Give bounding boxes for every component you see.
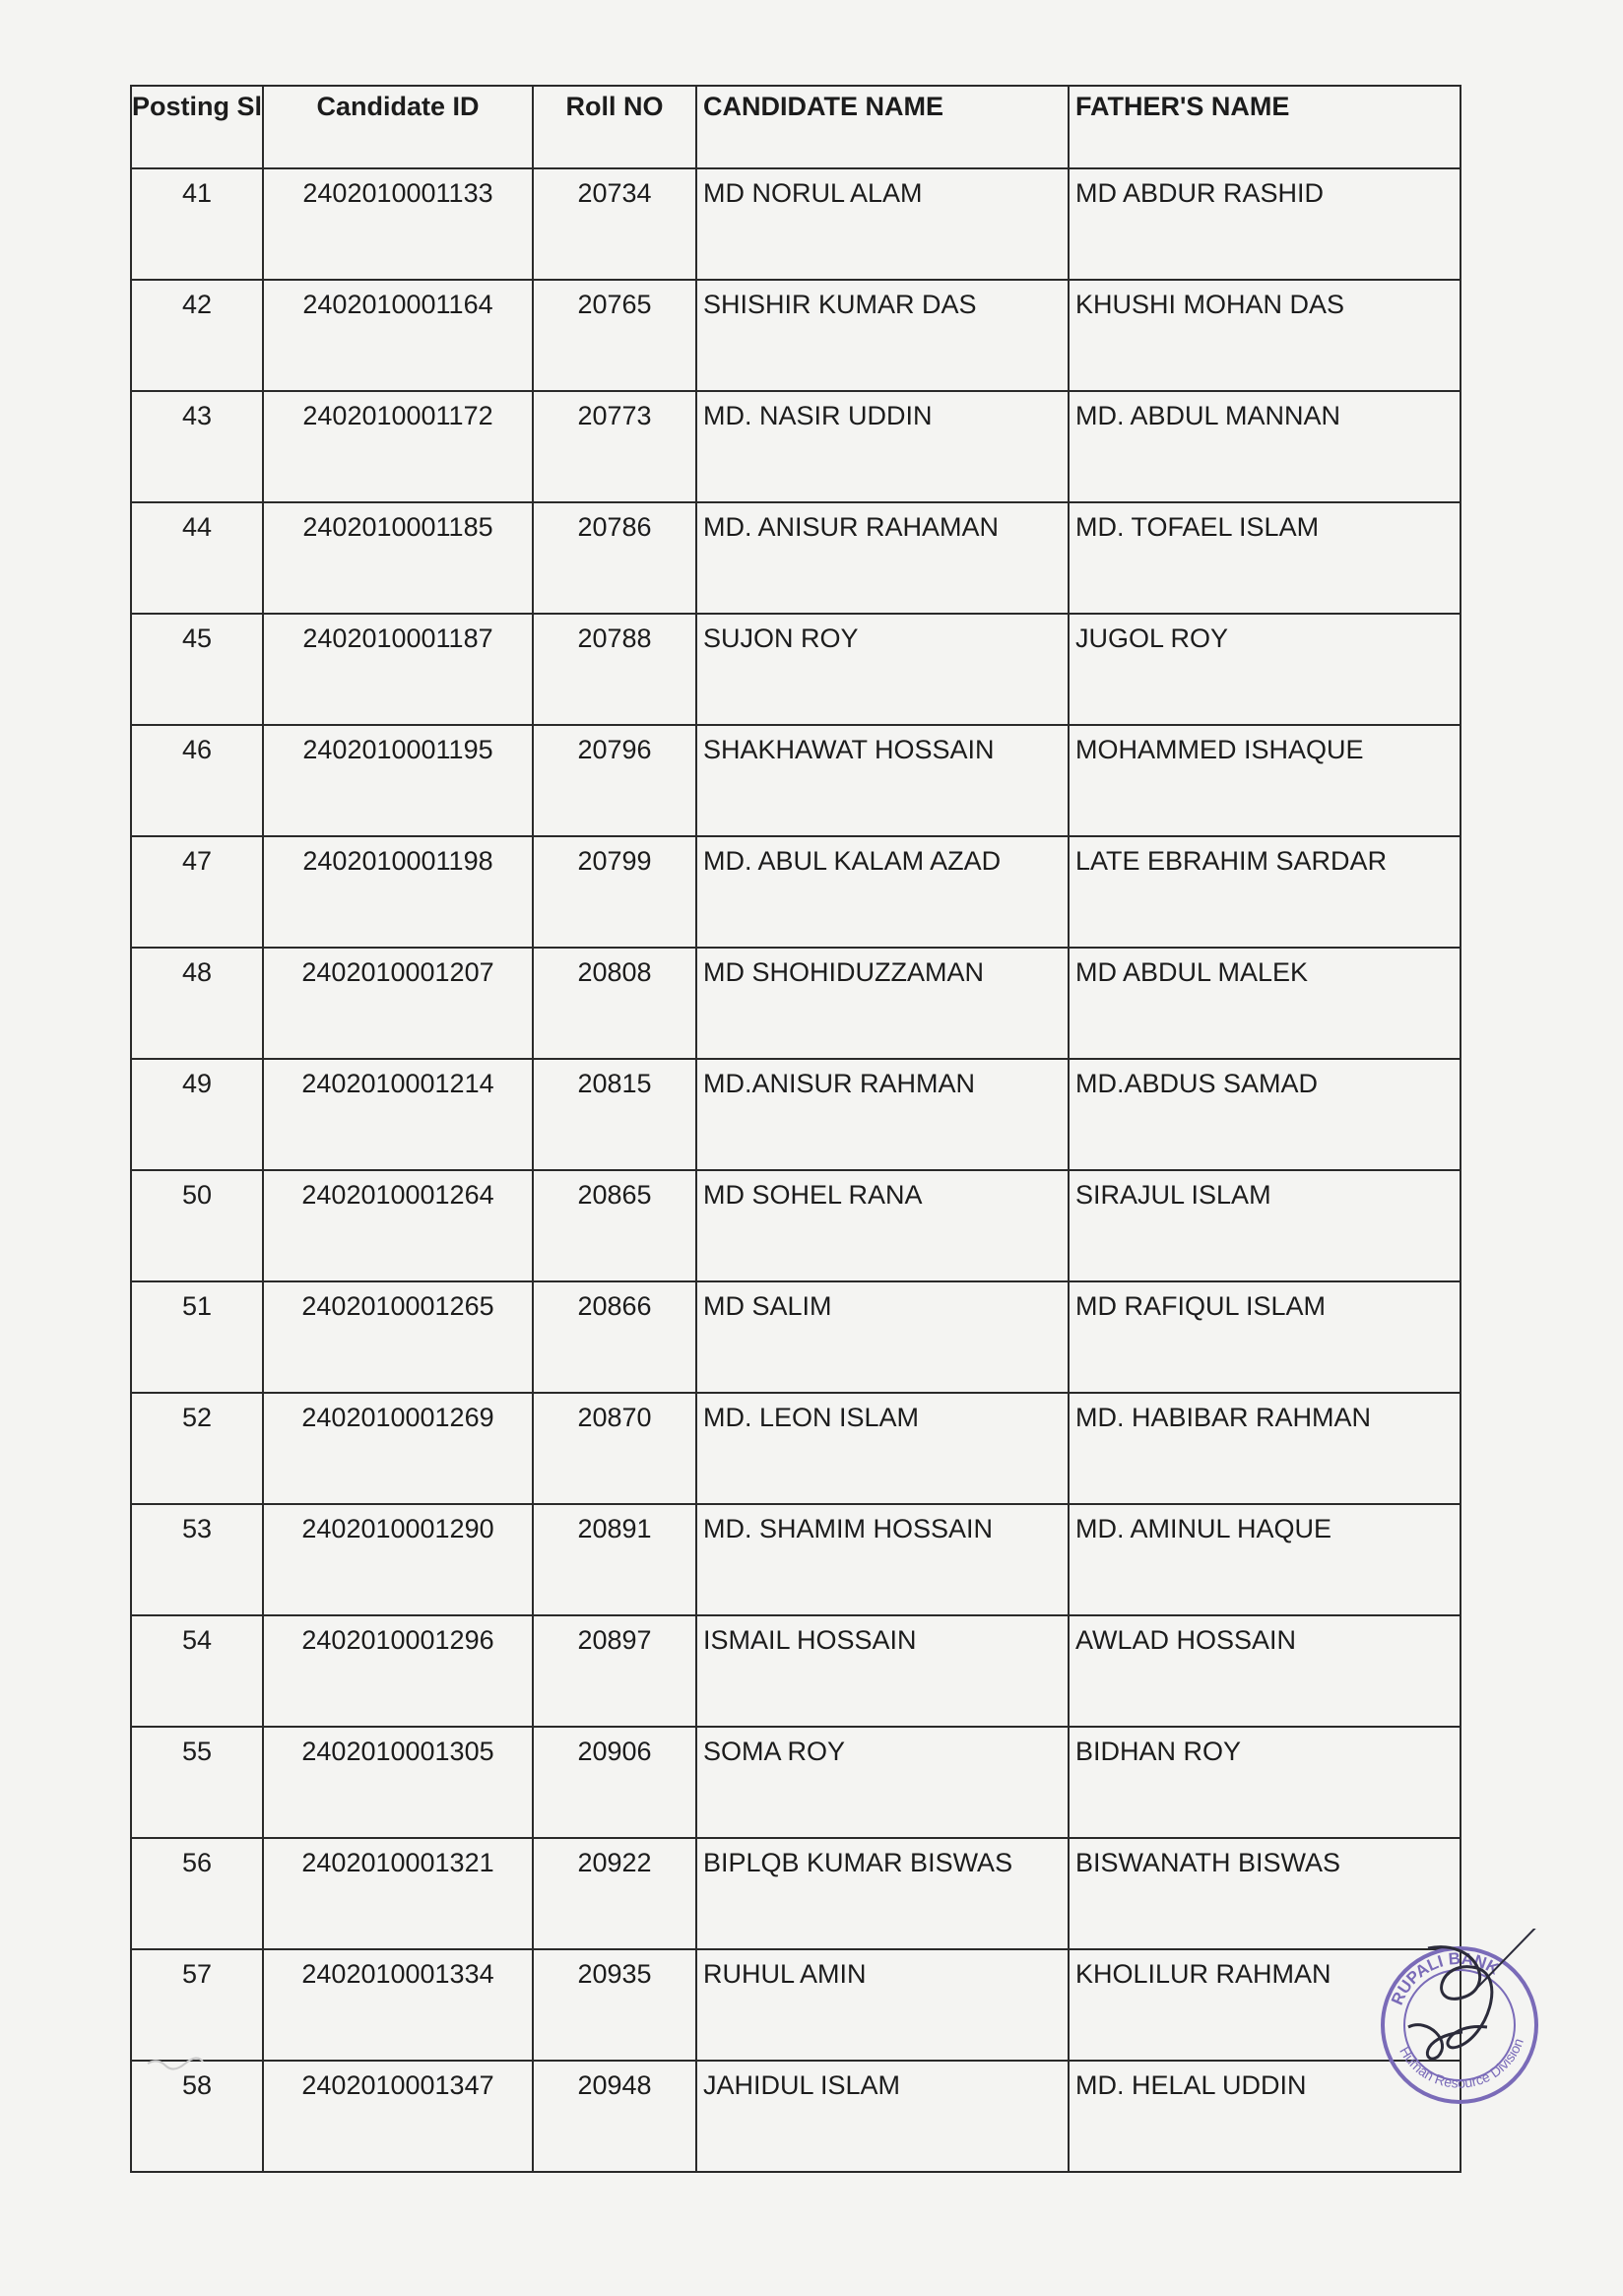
cell-posting-sl: 42 xyxy=(131,280,263,391)
cell-roll-no: 20870 xyxy=(533,1393,696,1504)
cell-roll-no: 20891 xyxy=(533,1504,696,1615)
cell-posting-sl: 55 xyxy=(131,1727,263,1838)
cell-posting-sl: 45 xyxy=(131,614,263,725)
table-row xyxy=(131,1059,1461,1170)
cell-posting-sl: 50 xyxy=(131,1170,263,1281)
cell-candidate-id: 2402010001269 xyxy=(263,1393,533,1504)
cell-roll-no: 20897 xyxy=(533,1615,696,1727)
cell-posting-sl: 58 xyxy=(131,2061,263,2172)
scan-smudge xyxy=(146,2054,205,2073)
seal-stamp xyxy=(1369,1929,1546,2106)
cell-posting-sl: 47 xyxy=(131,836,263,948)
cell-posting-sl: 57 xyxy=(131,1949,263,2061)
cell-roll-no: 20765 xyxy=(533,280,696,391)
cell-candidate-id: 2402010001305 xyxy=(263,1727,533,1838)
cell-roll-no: 20906 xyxy=(533,1727,696,1838)
cell-candidate-name: MD. LEON ISLAM xyxy=(696,1393,1069,1504)
cell-fathers-name: MD.ABDUS SAMAD xyxy=(1069,1059,1461,1170)
cell-posting-sl: 53 xyxy=(131,1504,263,1615)
table-row xyxy=(131,1170,1461,1281)
cell-candidate-id: 2402010001321 xyxy=(263,1838,533,1949)
table-row xyxy=(131,725,1461,836)
cell-fathers-name: MD. TOFAEL ISLAM xyxy=(1069,502,1461,614)
table-row xyxy=(131,1838,1461,1949)
cell-fathers-name: MD. HELAL UDDIN xyxy=(1069,2061,1461,2172)
header-candidate-name: CANDIDATE NAME xyxy=(696,86,1069,168)
table-row xyxy=(131,168,1461,280)
cell-candidate-id: 2402010001172 xyxy=(263,391,533,502)
cell-candidate-id: 2402010001207 xyxy=(263,948,533,1059)
cell-candidate-name: BIPLQB KUMAR BISWAS xyxy=(696,1838,1069,1949)
table-header-row xyxy=(131,86,1461,168)
table-row xyxy=(131,614,1461,725)
table-row xyxy=(131,391,1461,502)
cell-candidate-id: 2402010001164 xyxy=(263,280,533,391)
cell-fathers-name: KHOLILUR RAHMAN xyxy=(1069,1949,1461,2061)
table-row xyxy=(131,1281,1461,1393)
cell-candidate-name: MD NORUL ALAM xyxy=(696,168,1069,280)
cell-roll-no: 20773 xyxy=(533,391,696,502)
cell-candidate-name: SUJON ROY xyxy=(696,614,1069,725)
cell-posting-sl: 56 xyxy=(131,1838,263,1949)
table-row xyxy=(131,502,1461,614)
cell-posting-sl: 43 xyxy=(131,391,263,502)
cell-candidate-name: SOMA ROY xyxy=(696,1727,1069,1838)
cell-candidate-name: MD. SHAMIM HOSSAIN xyxy=(696,1504,1069,1615)
cell-candidate-id: 2402010001296 xyxy=(263,1615,533,1727)
header-fathers-name: FATHER'S NAME xyxy=(1069,86,1461,168)
cell-candidate-id: 2402010001290 xyxy=(263,1504,533,1615)
table-row xyxy=(131,1393,1461,1504)
cell-fathers-name: BIDHAN ROY xyxy=(1069,1727,1461,1838)
cell-posting-sl: 49 xyxy=(131,1059,263,1170)
cell-candidate-id: 2402010001187 xyxy=(263,614,533,725)
cell-fathers-name: MOHAMMED ISHAQUE xyxy=(1069,725,1461,836)
cell-fathers-name: MD ABDUL MALEK xyxy=(1069,948,1461,1059)
cell-candidate-id: 2402010001198 xyxy=(263,836,533,948)
cell-candidate-id: 2402010001264 xyxy=(263,1170,533,1281)
cell-posting-sl: 44 xyxy=(131,502,263,614)
cell-roll-no: 20788 xyxy=(533,614,696,725)
cell-roll-no: 20734 xyxy=(533,168,696,280)
cell-posting-sl: 48 xyxy=(131,948,263,1059)
table-row xyxy=(131,948,1461,1059)
cell-roll-no: 20866 xyxy=(533,1281,696,1393)
cell-candidate-id: 2402010001347 xyxy=(263,2061,533,2172)
cell-candidate-name: SHAKHAWAT HOSSAIN xyxy=(696,725,1069,836)
table-row xyxy=(131,1615,1461,1727)
cell-fathers-name: MD RAFIQUL ISLAM xyxy=(1069,1281,1461,1393)
cell-roll-no: 20786 xyxy=(533,502,696,614)
cell-roll-no: 20808 xyxy=(533,948,696,1059)
cell-fathers-name: BISWANATH BISWAS xyxy=(1069,1838,1461,1949)
cell-candidate-name: MD. NASIR UDDIN xyxy=(696,391,1069,502)
table-row xyxy=(131,836,1461,948)
cell-fathers-name: MD. HABIBAR RAHMAN xyxy=(1069,1393,1461,1504)
cell-roll-no: 20799 xyxy=(533,836,696,948)
header-posting-sl: Posting Sl xyxy=(131,86,263,168)
cell-candidate-name: MD SHOHIDUZZAMAN xyxy=(696,948,1069,1059)
cell-fathers-name: AWLAD HOSSAIN xyxy=(1069,1615,1461,1727)
cell-fathers-name: LATE EBRAHIM SARDAR xyxy=(1069,836,1461,948)
cell-posting-sl: 52 xyxy=(131,1393,263,1504)
header-candidate-id: Candidate ID xyxy=(263,86,533,168)
cell-candidate-id: 2402010001214 xyxy=(263,1059,533,1170)
cell-posting-sl: 51 xyxy=(131,1281,263,1393)
cell-fathers-name: MD. AMINUL HAQUE xyxy=(1069,1504,1461,1615)
cell-posting-sl: 46 xyxy=(131,725,263,836)
cell-fathers-name: MD. ABDUL MANNAN xyxy=(1069,391,1461,502)
cell-candidate-name: MD SALIM xyxy=(696,1281,1069,1393)
header-roll-no: Roll NO xyxy=(533,86,696,168)
cell-candidate-id: 2402010001195 xyxy=(263,725,533,836)
cell-posting-sl: 41 xyxy=(131,168,263,280)
cell-roll-no: 20948 xyxy=(533,2061,696,2172)
cell-candidate-id: 2402010001185 xyxy=(263,502,533,614)
cell-fathers-name: SIRAJUL ISLAM xyxy=(1069,1170,1461,1281)
cell-candidate-id: 2402010001334 xyxy=(263,1949,533,2061)
cell-candidate-id: 2402010001133 xyxy=(263,168,533,280)
cell-roll-no: 20935 xyxy=(533,1949,696,2061)
table-row xyxy=(131,1727,1461,1838)
cell-candidate-id: 2402010001265 xyxy=(263,1281,533,1393)
cell-roll-no: 20865 xyxy=(533,1170,696,1281)
cell-fathers-name: MD ABDUR RASHID xyxy=(1069,168,1461,280)
cell-roll-no: 20815 xyxy=(533,1059,696,1170)
table-row xyxy=(131,2061,1461,2172)
cell-roll-no: 20796 xyxy=(533,725,696,836)
cell-fathers-name: JUGOL ROY xyxy=(1069,614,1461,725)
cell-posting-sl: 54 xyxy=(131,1615,263,1727)
table-row xyxy=(131,1504,1461,1615)
table-row xyxy=(131,1949,1461,2061)
cell-candidate-name: MD. ABUL KALAM AZAD xyxy=(696,836,1069,948)
svg-text:RUPALI BANK: RUPALI BANK xyxy=(1388,1948,1503,2008)
cell-candidate-name: MD SOHEL RANA xyxy=(696,1170,1069,1281)
cell-candidate-name: MD.ANISUR RAHMAN xyxy=(696,1059,1069,1170)
candidate-table xyxy=(130,85,1461,2173)
cell-candidate-name: JAHIDUL ISLAM xyxy=(696,2061,1069,2172)
cell-candidate-name: SHISHIR KUMAR DAS xyxy=(696,280,1069,391)
cell-candidate-name: MD. ANISUR RAHAMAN xyxy=(696,502,1069,614)
cell-candidate-name: RUHUL AMIN xyxy=(696,1949,1069,2061)
cell-candidate-name: ISMAIL HOSSAIN xyxy=(696,1615,1069,1727)
svg-text:Human Resource Division: Human Resource Division xyxy=(1396,2036,1526,2091)
cell-roll-no: 20922 xyxy=(533,1838,696,1949)
table-row xyxy=(131,280,1461,391)
cell-fathers-name: KHUSHI MOHAN DAS xyxy=(1069,280,1461,391)
